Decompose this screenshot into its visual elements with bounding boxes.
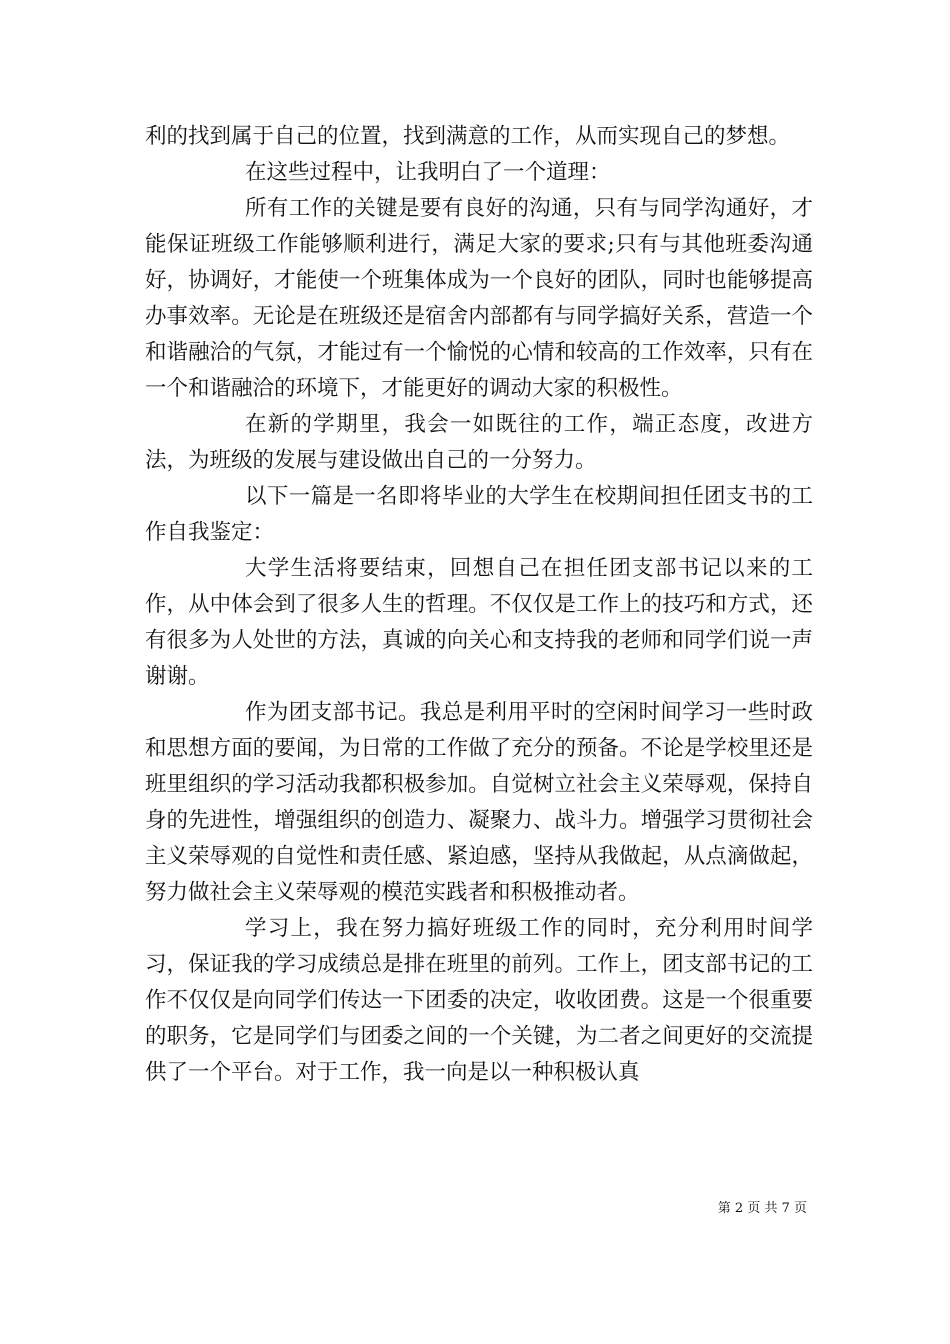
paragraph-4: 在新的学期里，我会一如既往的工作，端正态度，改进方法，为班级的发展与建设做出自己的一分努力。 [145,412,813,473]
paragraph-7: 作为团支部书记。我总是利用平时的空闲时间学习一些时政和思想方面的要闻，为日常的工作做了充分的预备。不论是学校里还是班里组织的学习活动我都积极参加。自觉树立社会主义荣辱观，保持自身的先进性，增强组织的创造力、凝聚力、战斗力。增强学习贯彻社会主义荣辱观的自觉性和责任感、紧迫感，坚持从我做起，从点滴做起，努力做社会主义荣辱观的模范实践者和积极推动者。 [145,700,813,905]
paragraph-5: 以下一篇是一名即将毕业的大学生在校期间担任团支书的工作自我鉴定： [145,484,813,545]
page-number-footer: 第 2 页 共 7 页 [717,1201,807,1216]
paragraph-2: 在这些过程中，让我明白了一个道理： [245,160,611,185]
paragraph-6: 大学生活将要结束，回想自己在担任团支部书记以来的工作，从中体会到了很多人生的哲理。不仅仅是工作上的技巧和方式，还有很多为人处世的方法，真诚的向关心和支持我的老师和同学们说一声谢谢。 [145,556,813,689]
paragraph-1: 利的找到属于自己的位置，找到满意的工作，从而实现自己的梦想。 [145,124,791,149]
paragraph-8: 学习上，我在努力搞好班级工作的同时，充分利用时间学习，保证我的学习成绩总是排在班里的前列。工作上，团支部书记的工作不仅仅是向同学们传达一下团委的决定，收收团费。这是一个很重要的职务，它是同学们与团委之间的一个关键，为二者之间更好的交流提供了一个平台。对于工作，我一向是以一种积极认真 [145,916,813,1085]
document-body [145,119,813,1091]
paragraph-3: 所有工作的关键是要有良好的沟通，只有与同学沟通好，才能保证班级工作能够顺利进行，满足大家的要求;只有与其他班委沟通好，协调好，才能使一个班集体成为一个良好的团队，同时也能够提高办事效率。无论是在班级还是宿舍内部都有与同学搞好关系，营造一个和谐融洽的气氛，才能过有一个愉悦的心情和较高的工作效率，只有在一个和谐融洽的环境下，才能更好的调动大家的积极性。 [145,196,813,401]
